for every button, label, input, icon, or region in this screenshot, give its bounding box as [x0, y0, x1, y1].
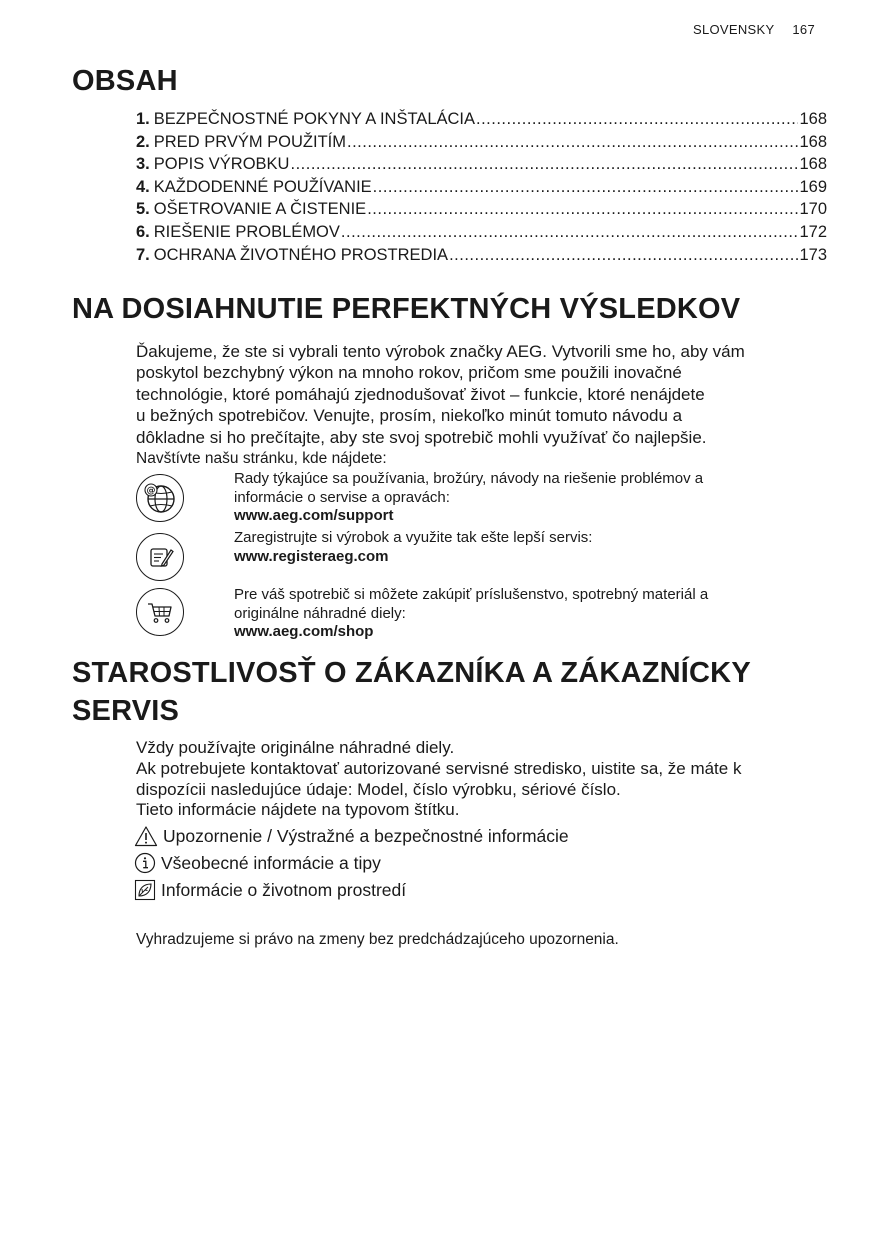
toc-leader	[347, 133, 798, 152]
resource-line: informácie o servise a opravách:	[234, 488, 450, 506]
register-form-icon	[136, 533, 184, 581]
toc-item-number: 4.	[136, 177, 150, 196]
customer-care-title	[72, 654, 751, 730]
page-header	[693, 22, 815, 37]
legend-text: Upozornenie / Výstražné a bezpečnostné informácie	[163, 825, 569, 846]
intro-line: poskytol bezchybný výkon na mnoho rokov, pričom sme použili inovačné	[136, 363, 682, 383]
toc-leader	[449, 246, 798, 265]
resource-line: originálne náhradné diely:	[234, 604, 406, 622]
resource-support-text	[234, 470, 794, 526]
toc-item-page: 173	[799, 245, 827, 264]
intro-line: dôkladne si ho prečítajte, aby ste svoj spotrebič mohli využívať čo najlepšie.	[136, 427, 707, 447]
legend-environment	[134, 879, 406, 901]
toc-item-label: PRED PRVÝM POUŽITÍM	[153, 132, 346, 151]
shop-link[interactable]: www.aeg.com/shop	[234, 623, 374, 640]
register-link[interactable]: www.registeraeg.com	[234, 547, 389, 565]
info-icon	[134, 852, 156, 874]
legend-info	[134, 852, 381, 874]
toc-leader	[367, 200, 798, 219]
toc-item[interactable]	[136, 178, 827, 201]
intro-line: Ďakujeme, že ste si vybrali tento výrobok značky AEG. Vytvorili sme ho, aby vám	[136, 342, 745, 361]
customer-care-paragraph	[136, 738, 826, 821]
resource-line: Rady týkajúce sa používania, brožúry, návody na riešenie problémov a	[234, 470, 704, 487]
care-line: Tieto informácie nájdete na typovom štítku.	[136, 800, 460, 820]
customer-care-title-line1: STAROSTLIVOSŤ O ZÁKAZNÍKA A ZÁKAZNÍCKY	[72, 657, 751, 689]
intro-line: technológie, ktoré pomáhajú zjednodušovať život – funkcie, ktoré nenájdete	[136, 384, 705, 404]
care-line: dispozícii nasledujúce údaje: Model, číslo výrobku, sériové číslo.	[136, 779, 621, 799]
toc-item-number: 3.	[136, 155, 150, 174]
resource-line: Zaregistrujte si výrobok a využite tak ešte lepší servis:	[234, 529, 593, 546]
perfect-results-title: NA DOSIAHNUTIE PERFEKTNÝCH VÝSLEDKOV	[72, 293, 741, 325]
toc-item-number: 7.	[136, 245, 150, 264]
toc-item-label: RIEŠENIE PROBLÉMOV	[153, 222, 340, 241]
toc-item-page: 170	[799, 200, 827, 219]
toc-item-label: POPIS VÝROBKU	[153, 155, 290, 174]
resource-shop-text	[234, 586, 794, 642]
toc-item-page: 172	[799, 222, 827, 241]
svg-text:@: @	[146, 486, 156, 496]
toc-item-page: 168	[799, 110, 827, 128]
toc-item[interactable]	[136, 200, 827, 223]
toc-item-label: BEZPEČNOSTNÉ POKYNY A INŠTALÁCIA	[153, 110, 475, 128]
intro-line: u bežných spotrebičov. Venujte, prosím, niekoľko minút tomuto návodu a	[136, 406, 683, 426]
environment-leaf-icon	[134, 879, 156, 901]
toc-item-label: OCHRANA ŽIVOTNÉHO PROSTREDIA	[153, 245, 449, 264]
resource-line: Pre váš spotrebič si môžete zakúpiť príslušenstvo, spotrebný materiál a	[234, 586, 709, 603]
toc-item-label: KAŽDODENNÉ POUŽÍVANIE	[153, 177, 372, 196]
toc-item-number: 6.	[136, 222, 150, 241]
toc-leader	[373, 178, 799, 197]
language-label: SLOVENSKY	[693, 22, 775, 37]
toc-item-number: 1.	[136, 110, 150, 128]
toc-leader	[290, 155, 798, 174]
customer-care-title-line2: SERVIS	[72, 695, 180, 727]
warning-icon	[134, 825, 158, 847]
support-link[interactable]: www.aeg.com/support	[234, 507, 394, 524]
toc-item-number: 5.	[136, 200, 150, 219]
resource-register-text	[234, 529, 794, 566]
toc-item-page: 169	[799, 177, 827, 196]
toc-item-page: 168	[799, 132, 827, 151]
legend-text: Informácie o životnom prostredí	[161, 879, 407, 900]
toc-leader	[476, 110, 798, 129]
toc-leader	[341, 223, 799, 242]
change-notice: Vyhradzujeme si právo na zmeny bez predchádzajúceho upozornenia.	[136, 931, 619, 948]
contents-title: OBSAH	[72, 65, 178, 97]
toc-item[interactable]	[136, 110, 827, 133]
page-number: 167	[792, 22, 815, 37]
toc-item-number: 2.	[136, 132, 150, 151]
toc-item-page: 168	[799, 155, 827, 174]
intro-line: Navštívte našu stránku, kde nájdete:	[136, 450, 387, 468]
globe-icon	[136, 474, 184, 522]
toc-item[interactable]	[136, 155, 827, 178]
toc-item[interactable]	[136, 133, 827, 156]
table-of-contents	[136, 110, 827, 268]
toc-item[interactable]	[136, 223, 827, 246]
toc-item-label: OŠETROVANIE A ČISTENIE	[153, 200, 367, 219]
shopping-cart-icon	[136, 588, 184, 636]
legend-text: Všeobecné informácie a tipy	[161, 852, 381, 873]
care-line: Ak potrebujete kontaktovať autorizované servisné stredisko, uistite sa, že máte k	[136, 758, 742, 778]
legend-warning	[134, 825, 569, 847]
care-line: Vždy používajte originálne náhradné diely.	[136, 738, 455, 757]
toc-item[interactable]	[136, 246, 827, 269]
intro-paragraph	[136, 341, 826, 469]
